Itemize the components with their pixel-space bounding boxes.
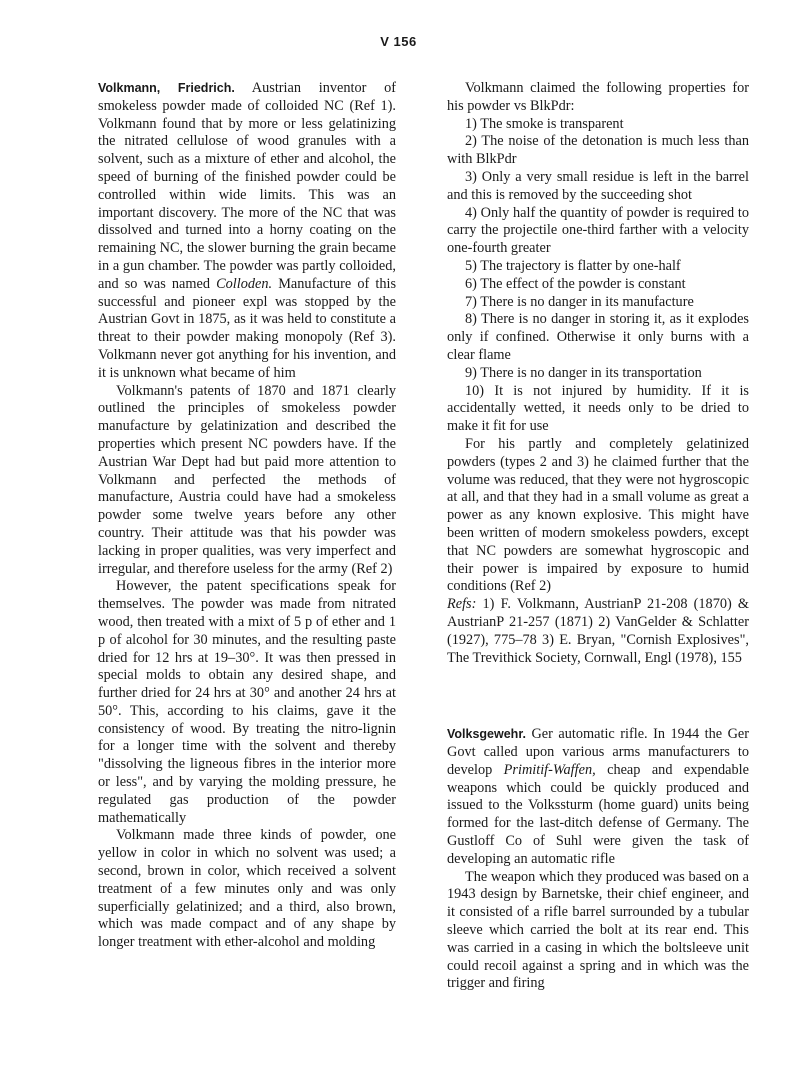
gelatinized-powders-paragraph: For his partly and completely gelatinized powders (types 2 and 3) he claimed further that the volume was reduced, that they were not hygroscopic at all, and that they had in a small volume as great a power as any known explosive. This might have been written of modern smokeless powders, except that NC powders are somewhat hygroscopic and their power is impaired by exposure to humid conditions (Ref 2)	[447, 435, 749, 595]
volkmann-intro-rest: Manufacture of this successful and pioneer expl was stopped by the Austrian Govt in 1875, as it was held to constitute a threat to their powder making monopoly (Ref 3). Volkmann never got anything for his invention, and it is unknown what became of him	[98, 275, 397, 381]
left-column	[98, 80, 396, 952]
refs-label: Refs:	[447, 596, 477, 613]
claim-item: 2) The noise of the detonation is much less than with BlkPdr	[447, 133, 749, 168]
right-column	[447, 80, 749, 993]
claim-item: 8) There is no danger in storing it, as it explodes only if confined. Otherwise it only burns with a clear flame	[447, 311, 749, 363]
volkmann-specs-paragraph: However, the patent specifications speak for themselves. The powder was made from nitrated wood, then treated with a mixt of 5 p of ether and 1 p of alcohol for 30 minutes, and the resulting paste dried for 12 hrs at 19–30°. It was then pressed in special molds to obtain any desired shape, and further dried for 24 hrs at 30° and another 24 hrs at 50°. This, according to his claims, gave it the consistency of wood. By treating the nitro-lignin for a longer time with the solvent and thereby "dissolving the ligneous fibres in the interior more or less", and by varying the molding pressure, he regulated gas production of the powder mathematically	[98, 578, 396, 826]
volkmann-kinds-paragraph: Volkmann made three kinds of powder, one yellow in color in which no solvent was used; a second, brown in color, which received a solvent treatment of a few minutes only and was only superficially gelatinized; and a third, also brown, which was made compact and of any shape by longer treatment with ether-alcohol and molding	[98, 827, 396, 951]
claim-item: 7) There is no danger in its manufacture	[465, 293, 694, 310]
claim-item: 6) The effect of the powder is constant	[465, 275, 686, 292]
volksgewehr-design-paragraph: The weapon which they produced was based on a 1943 design by Barnetske, their chief engineer, and it consisted of a rifle barrel surrounded by a tubular sleeve which carried the bolt at its rear end. This was carried in a casing in which the boltsleeve unit could recoil against a spring and in which was the trigger and firing	[447, 868, 749, 992]
volksgewehr-heading: Volksgewehr.	[447, 727, 526, 742]
claims-list	[447, 116, 749, 436]
volksgewehr-intro-text: Ger automatic rifle. In 1944 the Ger Govt called upon various arms manufacturers to develop	[447, 726, 749, 778]
refs-text: 1) F. Volkmann, AustrianP 21-208 (1870) & AustrianP 21-257 (1871) 2) VanGelder & Schlatter (1927), 775–78 3) E. Bryan, "Cornish Explosives", The Trevithick Society, Cornwall, Engl (1978), 155	[447, 596, 750, 666]
page-number: V 156	[380, 34, 417, 49]
volksgewehr-intro-paragraph	[447, 726, 749, 868]
claim-item: 10) It is not injured by humidity. If it is accidentally wetted, it needs only to be dried to make it fit for use	[447, 382, 749, 435]
primitif-waffen-term: Primitif-Waffen,	[503, 761, 596, 778]
claim-item: 5) The trajectory is flatter by one-half	[465, 257, 681, 274]
references-paragraph	[447, 596, 749, 667]
claim-item: 3) Only a very small residue is left in the barrel and this is removed by the succeeding shot	[447, 168, 749, 203]
claim-item: 4) Only half the quantity of powder is required to carry the projectile one-third farther with a velocity one-fourth greater	[447, 204, 749, 257]
claims-intro-paragraph: Volkmann claimed the following properties for his powder vs BlkPdr:	[447, 80, 749, 114]
claim-item: 9) There is no danger in its transportation	[465, 364, 702, 381]
volkmann-intro-text: Austrian inventor of smokeless powder made of colloided NC (Ref 1). Volkmann found that by more or less gelatinizing the nitrated cellulose of wood granules with a solvent, such as a mixture of ether and alcohol, the speed of burning of the finished powder could be controlled within wide limits. This was an important discovery. The more of the NC that was dissolved and turned into a horny coating on the remaining NC, the slower burning the grain became in a gun chamber. The powder was partly colloided, and so was named	[98, 80, 396, 292]
claim-item: 1) The smoke is transparent	[465, 115, 624, 132]
volkmann-intro-paragraph	[98, 80, 396, 383]
section-gap	[447, 667, 749, 726]
volkmann-patents-paragraph: Volkmann's patents of 1870 and 1871 clearly outlined the principles of smokeless powder manufacture by gelatinization and described the properties which present NC powders have. If the Austrian War Dept had but paid more attention to Volkmann and perfected the methods of manufacture, Austria could have had a smokeless powder some twelve years before any other country. Their attitude was that his powder was lacking in proper qualities, was very imperfect and irregular, and therefore useless for the army (Ref 2)	[98, 382, 396, 577]
volkmann-heading: Volkmann, Friedrich.	[98, 81, 235, 95]
colloden-term: Colloden.	[216, 275, 273, 292]
volksgewehr-intro-rest: cheap and expendable weapons which could be quickly produced and issued to the Volkssturm (home guard) units being formed for the last-ditch defense of Germany. The Gustloff Co of Suhl were given the task of developing an automatic rifle	[447, 761, 749, 867]
